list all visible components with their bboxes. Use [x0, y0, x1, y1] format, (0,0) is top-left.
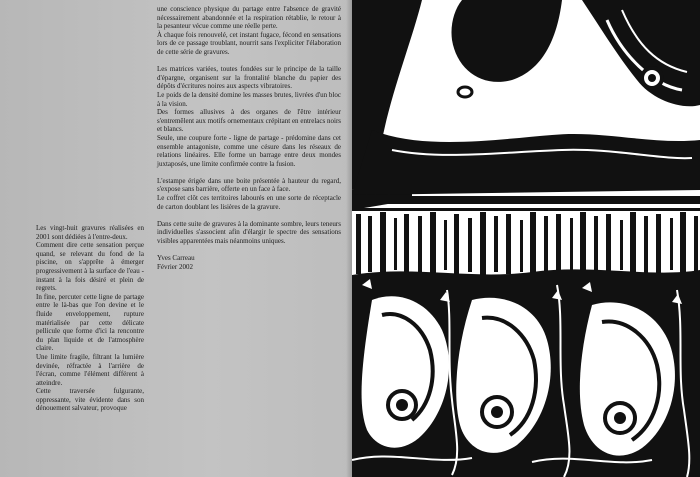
left-text-column [36, 224, 144, 413]
paragraph: Le coffret clôt ces territoires labourés en une sorte de réceptacle de carton doublant les lisières de la gravure. [157, 194, 341, 211]
signature-date: Février 2002 [157, 262, 193, 271]
paragraph: Dans cette suite de gravures à la dominante sombre, leurs teneurs individuelles s'associent afin d'élargir le spectre des sensations visibles apparentées mais néanmoins uniques. [157, 219, 341, 246]
paragraph: Une limite fragile, filtrant la lumière devinée, réfractée à l'arrière de l'écran, comme l'élément différent à atteindre. [36, 352, 144, 387]
woodcut-print [352, 0, 700, 477]
paragraph: Le poids de la densité domine les masses brutes, livrées d'un bloc à la vision. [157, 90, 341, 108]
woodcut-illustration [352, 0, 700, 477]
paragraph: À chaque fois renouvelé, cet instant fugace, fécond en sensations lors de ce passage troublant, nourrit sans l'expliciter l'élaboration de cette série de gravures. [157, 30, 341, 56]
author-name: Yves Carreau [157, 254, 195, 263]
signature [157, 254, 341, 271]
paragraph: In fine, percuter cette ligne de partage entre le là-bas que l'on devine et le fluide enveloppement, rupture matérialisée par cette délicate pellicule que forme d'ici la rencontre du plan liquide et de l'atmosphère claire. [36, 292, 144, 353]
paragraph: Les vingt-huit gravures réalisées en 2001 sont dédiées à l'entre-deux. [36, 224, 144, 241]
paragraph: Comment dire cette sensation perçue quand, se relevant du fond de la piscine, on s'apprête à émerger progressivement à la surface de l'eau - instant à la fois désiré et plein de regrets. [36, 241, 144, 293]
paragraph: une conscience physique du partage entre l'absence de gravité nécessairement abandonnée et la respiration rétablie, le retour à la pesanteur vécue comme une réelle perte. [157, 5, 341, 31]
right-text-column [157, 5, 341, 271]
paragraph: Seule, une coupure forte - ligne de partage - prédomine dans cet ensemble antagoniste, comme une césure dans les réseaux de relations linéaires. Elle forme un barrage entre deux mondes juxtaposés, une limite confirmée contre la fusion. [157, 133, 341, 168]
paragraph: Cette traversée fulgurante, oppressante, vite évidente dans son dénouement salvateur, provoque [36, 387, 144, 413]
paragraph: L'estampe érigée dans une boite présentée à hauteur du regard, s'expose sans barrière, offerte en un face à face. [157, 176, 341, 194]
paragraph: Des formes allusives à des organes de l'être intérieur s'entremêlent aux motifs ornementaux crépitant en entrelacs noirs et blancs. [157, 108, 341, 134]
paragraph: Les matrices variées, toutes fondées sur le principe de la taille d'épargne, organisent sur la frontalité blanche du papier des dépôts d'écritures noires aux aspects vibratoires. [157, 65, 341, 91]
